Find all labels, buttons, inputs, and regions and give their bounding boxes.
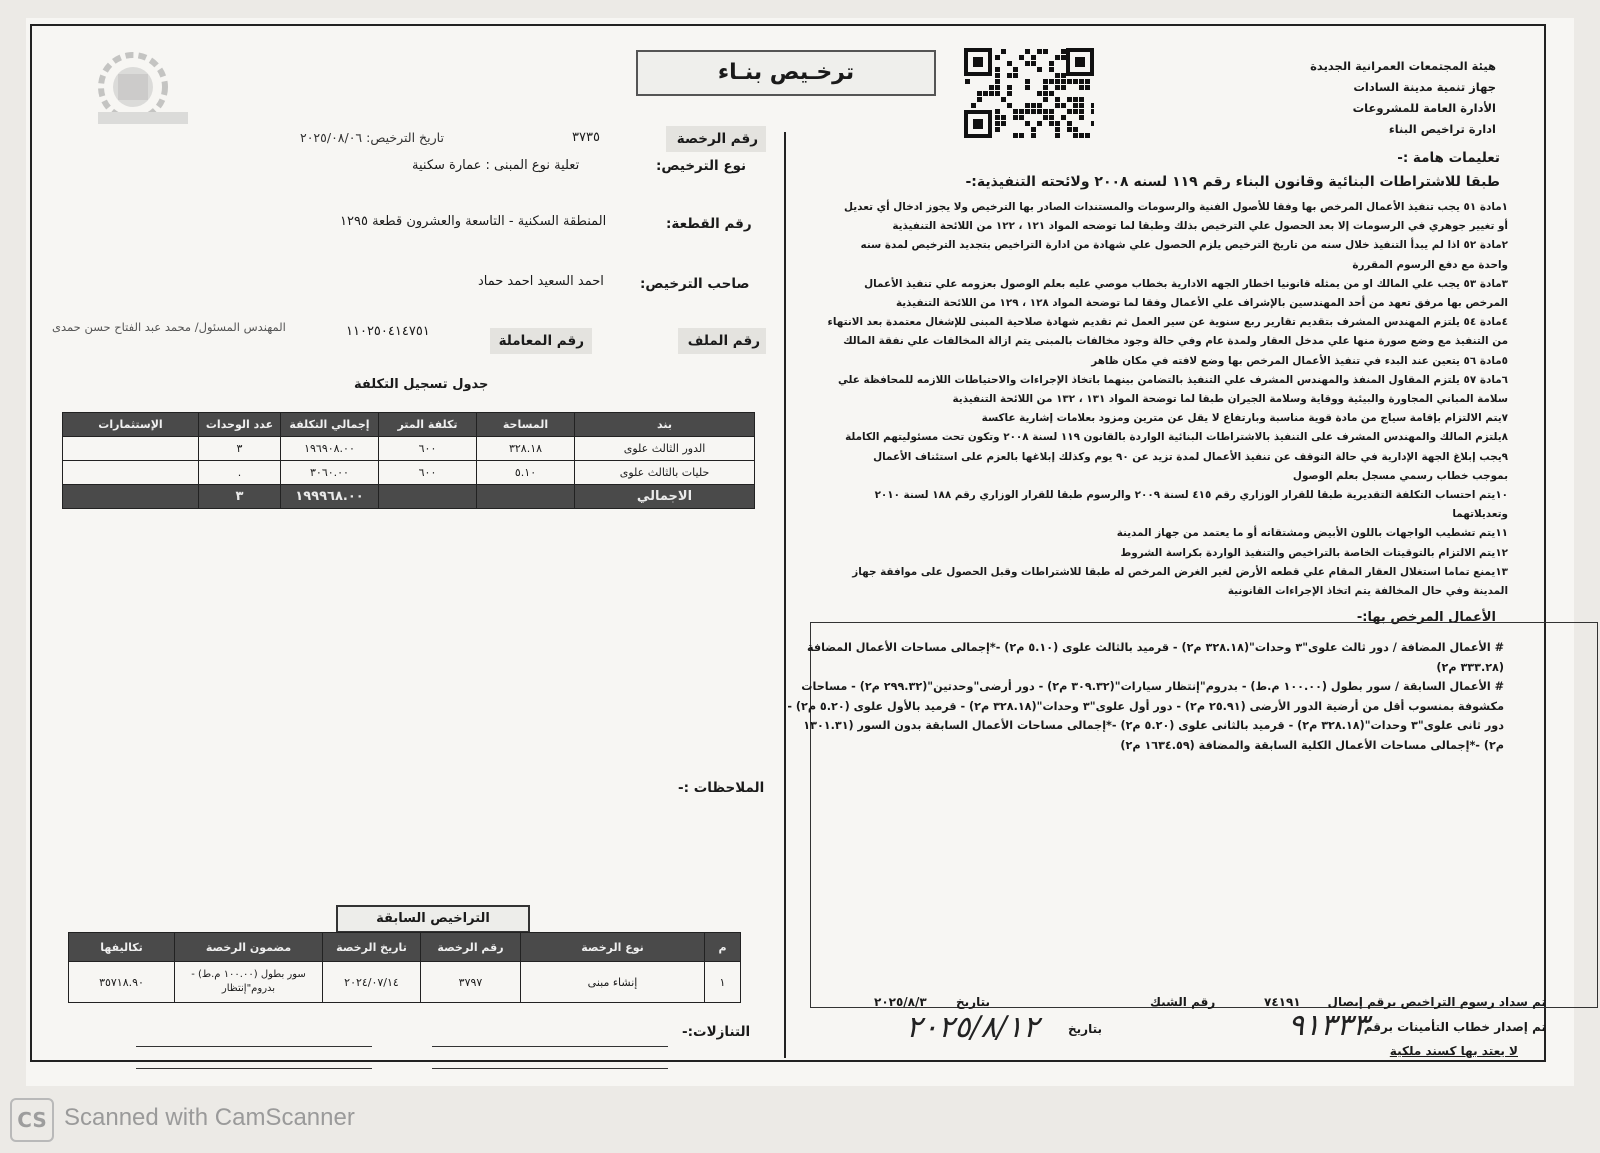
instruction-line: ٥مادة ٥٦ يتعين عند البدء في تنفيذ الأعمال المرخص بها وضع لافته في مكان ظاهر xyxy=(1091,354,1508,367)
signature-line xyxy=(432,1046,668,1047)
issuing-authority xyxy=(1236,56,1496,140)
instruction-line: بموجب خطاب رسمي مسجل بعلم الوصول xyxy=(1292,469,1508,482)
notes-label: الملاحظات :- xyxy=(678,780,765,796)
cost-table-header xyxy=(63,413,755,437)
table-cell: ٣ xyxy=(199,485,281,509)
insurance-number: ٩١٣٣٣ xyxy=(1288,1008,1369,1043)
table-cell: ٦٠٠ xyxy=(379,437,477,461)
document-title: ترخـيص بنـاء xyxy=(636,50,936,96)
insurance-label: تم إصدار خطاب التأمينات برقم xyxy=(1363,1020,1546,1034)
instruction-line: من التنفيذ مع وضع صورة منها علي مدخل العقار ولمدة عام وفي حالة وجود مخالفات بالمبنى يتم ازالة المخالفات علي نفقة المالك xyxy=(843,335,1508,348)
table-cell: سور بطول (١٠٠.٠٠ م.ط) - بدروم"إنتظار xyxy=(175,962,323,1003)
instruction-line: سلامة المباني المجاورة والبيئية ووقاية وسلامة الجيران طبقا لما توضحة المواد ١٣١ ، ١٣٢ من اللائحة التنفيذية xyxy=(952,393,1508,406)
instruction-line: ١١يتم تشطيب الواجهات باللون الأبيض ومشتقاته أو ما يعتمد من جهاز المدينة xyxy=(1116,527,1508,540)
waivers-label: التنازلات:- xyxy=(682,1024,751,1040)
table-cell: الاجمالي xyxy=(575,485,755,509)
table-cell: ١ xyxy=(705,962,741,1003)
table-cell: إنشاء مبنى xyxy=(521,962,705,1003)
instruction-line: ٨يلتزم المالك والمهندس المشرف على التنفيذ بالاشتراطات البنائية الواردة بالقانون ١١٩ لسنة ٢٠٠٨ وتكون تحت مسئوليتهم الكاملة xyxy=(845,431,1508,444)
prev-header-cell: نوع الرخصة xyxy=(521,933,705,962)
table-cell: ٣٧٩٧ xyxy=(421,962,521,1003)
authority-logo-icon xyxy=(78,42,198,132)
prev-header-cell: تاريخ الرخصة xyxy=(323,933,421,962)
license-number: ٣٧٣٥ xyxy=(572,130,600,145)
cost-header-cell: المساحة xyxy=(477,413,575,437)
instruction-line: المدينة وفي حال المخالفة يتم اتخاذ الإجراءات القانونية xyxy=(1227,585,1508,598)
prev-header-cell: مضمون الرخصة xyxy=(175,933,323,962)
cost-table-total xyxy=(63,485,755,509)
table-cell xyxy=(63,437,199,461)
works-paragraph: # الأعمال السابقة / سور بطول (١٠٠.٠٠ م.ط) - بدروم"إنتظار سيارات"(٣٠٩.٣٢ م٢) - دور أرضى"وحدتين"(٢٩٩.٣٢ م٢) - مساحات مكشوفة بمنسوب أقل من أرضية الدور الأرضى (٢٥.٩١ م٢) - دور أول علوى"٣ وحدات"(٣٢٨.١٨ م٢) - قرميد بالأول علوى (٥.٢٠ م٢) - دور ثانى علوى"٣ وحدات"(٣٢٨.١٨ م٢) - قرميد بالثانى علوى (٥.٢٠ م٢) -*إجمالى مساحات الأعمال السابقة بدون السور (١٣٠١.٣١ م٢) -*إجمالى مساحات الأعمال الكلية السابقة والمضافة (١٦٣٤.٥٩ م٢) xyxy=(787,680,1504,752)
table-cell: الدور الثالث علوى xyxy=(575,437,755,461)
instruction-line: ١٢يتم الالتزام بالتوقيتات الخاصة بالتراخيص والتنفيذ الواردة بكراسة الشروط xyxy=(1120,546,1508,559)
instruction-line: المرخص بها مرفق تعهد من أحد المهندسين بالإشراف علي الأعمال وفقا لما توضحة المواد ١٢٨ ، ١٢٩ من اللائحة التنفيذية xyxy=(895,297,1508,310)
prev-header-cell: تكاليفها xyxy=(69,933,175,962)
table-cell: ٦٠٠ xyxy=(379,461,477,485)
file-number-label: رقم الملف xyxy=(678,328,766,354)
authority-line: الأدارة العامة للمشروعات xyxy=(1352,101,1496,115)
table-cell xyxy=(63,485,199,509)
authority-line: ادارة تراخيص البناء xyxy=(1388,122,1496,136)
table-cell: ١٩٩٩٦٨.٠٠ xyxy=(281,485,379,509)
instruction-line: ١مادة ٥١ يجب تنفيذ الأعمال المرخص بها وفقا للأصول الفنية والرسومات والمستندات الصادر بها الترخيص ولا يجوز ادخال أي تعديل xyxy=(844,201,1508,213)
plot-number-label: رقم القطعة: xyxy=(666,216,752,232)
instruction-line: ٧يتم الالتزام بإقامة سياج من مادة قوية مناسبة وبارتفاع لا يقل عن مترين ومزود بعلامات إشارية عاكسة xyxy=(981,412,1508,425)
instruction-line: أو تغيير جوهري في الرسومات إلا بعد الحصول علي الترخيص بذلك وطبقا لما توضحه المواد ١٢١ ، ١٢٢ من اللائحة التنفيذية xyxy=(892,220,1508,233)
authority-line: جهاز تنمية مدينة السادات xyxy=(1353,80,1496,94)
ownership-disclaimer: لا يعتد بها كسند ملكية xyxy=(1389,1044,1518,1058)
camscanner-watermark: Scanned with CamScanner xyxy=(64,1104,355,1131)
previous-licenses-table xyxy=(68,932,741,1003)
instruction-line: ٦مادة ٥٧ يلتزم المقاول المنفذ والمهندس المشرف علي التنفيذ بالتضامن بينهما باتخاذ الإجراءات والاحتياطات اللازمه للمحافظة علي xyxy=(838,373,1508,386)
licensed-works-text xyxy=(784,638,1504,755)
instruction-line: ٣مادة ٥٣ يجب علي المالك او من يمثله قانونيا اخطار الجهه الادارية بخطاب موصي عليه بعلم الوصول بعزومه علي تنفيذ الأعمال xyxy=(864,277,1508,290)
prev-header-cell: م xyxy=(705,933,741,962)
transaction-number: ١١٠٢٥٠٤١٤٧٥١ xyxy=(346,324,430,339)
table-row xyxy=(63,437,755,461)
table-cell: ٢٠٢٤/٠٧/١٤ xyxy=(323,962,421,1003)
table-cell xyxy=(63,461,199,485)
owner-label: صاحب الترخيص: xyxy=(640,276,750,292)
camscanner-logo-icon: CS xyxy=(10,1098,54,1142)
instruction-line: وتعديلاتهما xyxy=(1452,508,1508,521)
signature-line xyxy=(136,1046,372,1047)
table-cell: حليات بالثالث علوى xyxy=(575,461,755,485)
instruction-line: واحدة مع دفع الرسوم المقررة xyxy=(1352,258,1508,271)
signature-line xyxy=(432,1068,668,1069)
license-type-label: نوع الترخيص: xyxy=(656,158,747,174)
plot-number: المنطقة السكنية - التاسعة والعشرون قطعة ١٢٩٥ xyxy=(340,214,607,229)
signature-line xyxy=(136,1068,372,1069)
table-cell: ٣ xyxy=(199,437,281,461)
receipt-number: ٧٤١٩١ xyxy=(1264,995,1301,1009)
instruction-line: ١٠يتم احتساب التكلفة التقديرية طبقا للقرار الوزاري رقم ٤١٥ لسنة ٢٠٠٩ والرسوم طبقا للقرار الوزاري رقم ١٨٨ لسنة ٢٠١٠ xyxy=(874,489,1508,502)
works-paragraph: # الأعمال المضافة / دور ثالث علوى"٣ وحدات"(٣٢٨.١٨ م٢) - قرميد بالثالث علوى (٥.١٠ م٢) -*إجمالى مساحات الأعمال المضافة (٣٣٣.٢٨ م٢) xyxy=(806,641,1504,674)
table-cell: ١٩٦٩٠٨.٠٠ xyxy=(281,437,379,461)
instructions-subheading: طبقا للاشتراطات البنائية وقانون البناء رقم ١١٩ لسنه ٢٠٠٨ ولائحته التنفيذية:- xyxy=(965,174,1500,190)
receipt-date: ٢٠٢٥/٨/٣ xyxy=(874,995,927,1009)
cost-header-cell: إجمالي التكلفة xyxy=(281,413,379,437)
cost-header-cell: عدد الوحدات xyxy=(199,413,281,437)
previous-licenses-header xyxy=(69,933,741,962)
cost-table-title: جدول تسجيل التكلفة xyxy=(354,377,489,392)
table-cell: ٥.١٠ xyxy=(477,461,575,485)
transaction-number-label: رقم المعاملة xyxy=(490,328,592,354)
instruction-line: ٢مادة ٥٢ اذا لم يبدأ التنفيذ خلال سنه من تاريخ الترخيص يلزم الحصول علي شهادة من ادارة التراخيص بتجديد الترخيص لمدة سنه xyxy=(860,239,1508,252)
authority-line: هيئة المجتمعات العمرانية الجديدة xyxy=(1310,59,1496,73)
licensed-works-heading: الأعمال المرخص بها:- xyxy=(1356,610,1496,625)
cost-header-cell: بند xyxy=(575,413,755,437)
cost-header-cell: الإستثمارات xyxy=(63,413,199,437)
owner-name: احمد السعيد احمد حماد xyxy=(478,274,604,289)
insurance-date-label: بتاريخ xyxy=(1068,1022,1102,1036)
table-cell: ٣٢٨.١٨ xyxy=(477,437,575,461)
insurance-date: ٢٠٢٥/٨/١٢ xyxy=(906,1010,1040,1045)
table-row xyxy=(63,461,755,485)
prev-header-cell: رقم الرخصة xyxy=(421,933,521,962)
receipt-date-label: بتاريخ xyxy=(956,995,990,1009)
table-cell xyxy=(379,485,477,509)
table-cell: . xyxy=(199,461,281,485)
instruction-line: ١٣يمنع تماما استغلال العقار المقام علي قطعه الأرض لغير الغرض المرخص له طبقا للاشتراطات وقبل الحصول على موافقة جهاز xyxy=(852,565,1508,578)
responsible-engineer: المهندس المسئول/ محمد عبد الفتاح حسن حمدى xyxy=(52,320,286,334)
instruction-line: ٤مادة ٥٤ يلتزم المهندس المشرف بتقديم تقارير ربع سنوية عن سير العمل ثم تقديم شهادة صلاحية المبنى للإشغال معتمدة بعد الانتهاء xyxy=(827,316,1508,329)
instructions-heading: تعليمات هامة :- xyxy=(1397,150,1500,166)
license-type: تعلية نوع المبنى : عمارة سكنية xyxy=(412,158,580,173)
cost-header-cell: تكلفة المتر xyxy=(379,413,477,437)
check-label: رقم الشيك xyxy=(1150,995,1216,1009)
receipt-label: تم سداد رسوم التراخيص برقم إيصال xyxy=(1327,995,1546,1009)
table-cell: ٣٥٧١٨.٩٠ xyxy=(69,962,175,1003)
instruction-line: ٩يجب إبلاغ الجهة الإدارية في حالة التوقف عن تنفيذ الأعمال لمدة تزيد عن ٩٠ يوم وكذلك إبلاغها بالعزم على استئناف الأعمال xyxy=(873,450,1508,463)
instructions-list xyxy=(786,198,1508,601)
table-cell xyxy=(477,485,575,509)
license-document xyxy=(26,18,1574,1086)
table-row xyxy=(69,962,741,1003)
table-cell: ٣٠٦٠.٠٠ xyxy=(281,461,379,485)
license-number-label: رقم الرخصة xyxy=(666,126,766,152)
license-date: تاريخ الترخيص: ٢٠٢٥/٠٨/٠٦ xyxy=(300,130,444,145)
qr-code-icon xyxy=(964,48,1094,138)
previous-licenses-title: التراخيص السابقة xyxy=(336,905,530,933)
cost-table xyxy=(62,412,755,509)
